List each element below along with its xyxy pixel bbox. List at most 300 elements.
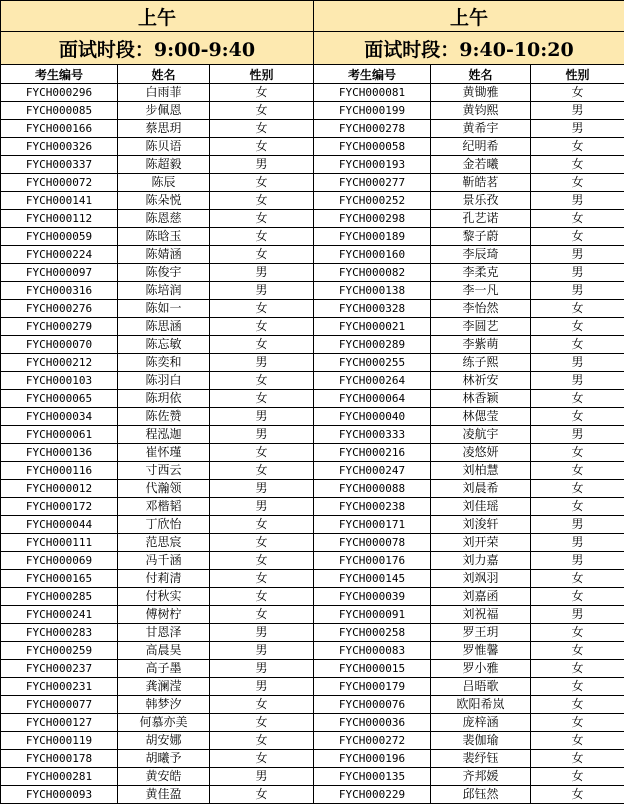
table-row [1, 246, 314, 264]
name-cell: 黄锄雅 [431, 84, 531, 102]
name-cell: 陈贝语 [118, 138, 210, 156]
name-cell: 陈培润 [118, 282, 210, 300]
candidate-id-cell: FYCH000097 [1, 264, 118, 282]
table-row [1, 750, 314, 768]
candidate-id-cell: FYCH000238 [314, 498, 431, 516]
candidate-id-cell: FYCH000136 [1, 444, 118, 462]
gender-cell: 女 [531, 462, 624, 480]
gender-cell: 女 [531, 138, 624, 156]
time-slot-title [314, 32, 624, 65]
name-cell: 刘开荣 [431, 534, 531, 552]
candidate-id-cell: FYCH000034 [1, 408, 118, 426]
table-row [1, 264, 314, 282]
gender-cell: 女 [210, 120, 314, 138]
candidate-id-cell: FYCH000276 [1, 300, 118, 318]
candidate-id-cell: FYCH000078 [314, 534, 431, 552]
candidate-id-cell: FYCH000179 [314, 678, 431, 696]
name-cell: 刘嘉函 [431, 588, 531, 606]
name-cell: 陈辰 [118, 174, 210, 192]
candidate-id-cell: FYCH000316 [1, 282, 118, 300]
gender-cell: 女 [531, 588, 624, 606]
name-cell: 林祈安 [431, 372, 531, 390]
candidate-id-cell: FYCH000044 [1, 516, 118, 534]
name-cell: 罗惟馨 [431, 642, 531, 660]
name-cell: 付莉清 [118, 570, 210, 588]
name-cell: 傅树柠 [118, 606, 210, 624]
table-row [314, 750, 624, 768]
left-table-body [1, 84, 314, 804]
table-row [314, 156, 624, 174]
name-cell: 林偲莹 [431, 408, 531, 426]
gender-cell: 男 [210, 660, 314, 678]
candidate-id-cell: FYCH000289 [314, 336, 431, 354]
name-cell: 胡安娜 [118, 732, 210, 750]
gender-cell: 女 [210, 210, 314, 228]
candidate-id-cell: FYCH000111 [1, 534, 118, 552]
gender-cell: 女 [531, 336, 624, 354]
candidate-id-cell: FYCH000145 [314, 570, 431, 588]
right-schedule-table [313, 0, 624, 804]
table-row [314, 102, 624, 120]
table-row [1, 300, 314, 318]
name-cell: 罗小雅 [431, 660, 531, 678]
table-row [1, 462, 314, 480]
gender-cell: 女 [531, 174, 624, 192]
name-cell: 刘浚轩 [431, 516, 531, 534]
table-row [314, 516, 624, 534]
candidate-id-cell: FYCH000039 [314, 588, 431, 606]
gender-cell: 男 [531, 372, 624, 390]
table-row [1, 678, 314, 696]
gender-cell: 女 [210, 390, 314, 408]
candidate-id-cell: FYCH000258 [314, 624, 431, 642]
table-row [314, 174, 624, 192]
table-row [1, 606, 314, 624]
table-row [314, 732, 624, 750]
candidate-id-cell: FYCH000298 [314, 210, 431, 228]
table-row [1, 84, 314, 102]
gender-cell: 女 [531, 696, 624, 714]
name-cell: 吕晤歌 [431, 678, 531, 696]
candidate-id-cell: FYCH000091 [314, 606, 431, 624]
table-row [1, 570, 314, 588]
name-cell: 刘力嘉 [431, 552, 531, 570]
gender-cell: 女 [531, 480, 624, 498]
slot-time: 9:00-9:40 [153, 38, 256, 61]
candidate-id-cell: FYCH000259 [1, 642, 118, 660]
name-cell: 刘柏慧 [431, 462, 531, 480]
name-cell: 胡曦予 [118, 750, 210, 768]
table-row [1, 642, 314, 660]
name-cell: 陈如一 [118, 300, 210, 318]
gender-cell: 女 [210, 444, 314, 462]
gender-cell: 男 [531, 102, 624, 120]
candidate-id-cell: FYCH000012 [1, 480, 118, 498]
table-row [314, 408, 624, 426]
name-cell: 李辰琦 [431, 246, 531, 264]
table-row [314, 480, 624, 498]
candidate-id-cell: FYCH000103 [1, 372, 118, 390]
table-row [1, 174, 314, 192]
candidate-id-cell: FYCH000171 [314, 516, 431, 534]
name-cell: 庞梓涵 [431, 714, 531, 732]
header-candidate-id: 考生编号 [314, 65, 431, 84]
period-title: 上午 [314, 1, 624, 32]
candidate-id-cell: FYCH000328 [314, 300, 431, 318]
table-row [314, 534, 624, 552]
gender-cell: 女 [210, 138, 314, 156]
candidate-id-cell: FYCH000064 [314, 390, 431, 408]
name-cell: 李怡然 [431, 300, 531, 318]
table-row [314, 498, 624, 516]
table-row [1, 138, 314, 156]
name-cell: 李紫萌 [431, 336, 531, 354]
name-cell: 黄安皓 [118, 768, 210, 786]
name-cell: 景乐孜 [431, 192, 531, 210]
slot-label: 面试时段： [364, 38, 460, 61]
gender-cell: 女 [210, 192, 314, 210]
candidate-id-cell: FYCH000212 [1, 354, 118, 372]
candidate-id-cell: FYCH000279 [1, 318, 118, 336]
candidate-id-cell: FYCH000199 [314, 102, 431, 120]
table-row [1, 192, 314, 210]
candidate-id-cell: FYCH000058 [314, 138, 431, 156]
table-row [314, 336, 624, 354]
table-row [314, 354, 624, 372]
gender-cell: 女 [531, 498, 624, 516]
gender-cell: 女 [531, 642, 624, 660]
candidate-id-cell: FYCH000193 [314, 156, 431, 174]
name-cell: 陈思涵 [118, 318, 210, 336]
candidate-id-cell: FYCH000296 [1, 84, 118, 102]
candidate-id-cell: FYCH000231 [1, 678, 118, 696]
name-cell: 黎子蔚 [431, 228, 531, 246]
gender-cell: 男 [210, 408, 314, 426]
header-gender: 性别 [210, 65, 314, 84]
table-row [314, 210, 624, 228]
candidate-id-cell: FYCH000077 [1, 696, 118, 714]
name-cell: 韩梦汐 [118, 696, 210, 714]
name-cell: 陈玥依 [118, 390, 210, 408]
candidate-id-cell: FYCH000277 [314, 174, 431, 192]
candidate-id-cell: FYCH000264 [314, 372, 431, 390]
name-cell: 黄佳盈 [118, 786, 210, 804]
gender-cell: 男 [210, 768, 314, 786]
gender-cell: 女 [531, 570, 624, 588]
table-row [1, 660, 314, 678]
name-cell: 陈俊宇 [118, 264, 210, 282]
candidate-id-cell: FYCH000278 [314, 120, 431, 138]
candidate-id-cell: FYCH000281 [1, 768, 118, 786]
gender-cell: 男 [531, 192, 624, 210]
gender-cell: 男 [531, 516, 624, 534]
name-cell: 蔡思玥 [118, 120, 210, 138]
table-row [1, 534, 314, 552]
candidate-id-cell: FYCH000216 [314, 444, 431, 462]
gender-cell: 女 [210, 174, 314, 192]
name-cell: 陈婧涵 [118, 246, 210, 264]
table-row [314, 264, 624, 282]
gender-cell: 男 [531, 246, 624, 264]
gender-cell: 女 [210, 246, 314, 264]
table-row [314, 588, 624, 606]
gender-cell: 女 [531, 732, 624, 750]
name-cell: 孔艺诺 [431, 210, 531, 228]
candidate-id-cell: FYCH000166 [1, 120, 118, 138]
gender-cell: 男 [210, 624, 314, 642]
name-cell: 陈奕和 [118, 354, 210, 372]
gender-cell: 女 [531, 714, 624, 732]
name-cell: 李柔克 [431, 264, 531, 282]
candidate-id-cell: FYCH000196 [314, 750, 431, 768]
header-name: 姓名 [431, 65, 531, 84]
table-row [314, 444, 624, 462]
gender-cell: 女 [210, 318, 314, 336]
name-cell: 邓楷韬 [118, 498, 210, 516]
table-row [314, 624, 624, 642]
gender-cell: 女 [531, 210, 624, 228]
candidate-id-cell: FYCH000189 [314, 228, 431, 246]
gender-cell: 女 [531, 444, 624, 462]
table-row [1, 354, 314, 372]
header-candidate-id: 考生编号 [1, 65, 118, 84]
table-row [1, 372, 314, 390]
name-cell: 代瀚领 [118, 480, 210, 498]
table-row [1, 156, 314, 174]
candidate-id-cell: FYCH000070 [1, 336, 118, 354]
gender-cell: 男 [210, 426, 314, 444]
gender-cell: 女 [531, 768, 624, 786]
gender-cell: 女 [210, 534, 314, 552]
candidate-id-cell: FYCH000116 [1, 462, 118, 480]
name-cell: 裴伽瑜 [431, 732, 531, 750]
gender-cell: 女 [210, 696, 314, 714]
table-row [314, 642, 624, 660]
gender-cell: 男 [210, 354, 314, 372]
gender-cell: 女 [210, 570, 314, 588]
table-row [314, 768, 624, 786]
table-row [1, 516, 314, 534]
table-row [314, 390, 624, 408]
name-cell: 冯千涵 [118, 552, 210, 570]
name-cell: 高晨昊 [118, 642, 210, 660]
candidate-id-cell: FYCH000061 [1, 426, 118, 444]
gender-cell: 男 [531, 282, 624, 300]
table-row [1, 588, 314, 606]
name-cell: 李一凡 [431, 282, 531, 300]
gender-cell: 女 [531, 300, 624, 318]
table-row [314, 426, 624, 444]
gender-cell: 女 [210, 588, 314, 606]
gender-cell: 女 [210, 714, 314, 732]
name-cell: 丁欣怡 [118, 516, 210, 534]
candidate-id-cell: FYCH000015 [314, 660, 431, 678]
name-cell: 陈晗玉 [118, 228, 210, 246]
table-row [314, 678, 624, 696]
name-cell: 高子墨 [118, 660, 210, 678]
gender-cell: 男 [531, 354, 624, 372]
table-row [1, 732, 314, 750]
table-row [1, 444, 314, 462]
gender-cell: 男 [210, 642, 314, 660]
name-cell: 罗王玥 [431, 624, 531, 642]
table-row [314, 570, 624, 588]
name-cell: 李圆艺 [431, 318, 531, 336]
gender-cell: 女 [531, 84, 624, 102]
table-row [314, 660, 624, 678]
name-cell: 陈忘敏 [118, 336, 210, 354]
name-cell: 黄钧熙 [431, 102, 531, 120]
gender-cell: 女 [531, 624, 624, 642]
gender-cell: 女 [531, 318, 624, 336]
candidate-id-cell: FYCH000229 [314, 786, 431, 804]
gender-cell: 女 [210, 606, 314, 624]
gender-cell: 男 [210, 156, 314, 174]
gender-cell: 女 [210, 750, 314, 768]
gender-cell: 男 [210, 678, 314, 696]
gender-cell: 女 [210, 516, 314, 534]
candidate-id-cell: FYCH000135 [314, 768, 431, 786]
name-cell: 凌航宇 [431, 426, 531, 444]
candidate-id-cell: FYCH000241 [1, 606, 118, 624]
name-cell: 林香颖 [431, 390, 531, 408]
table-row [1, 768, 314, 786]
table-row [314, 300, 624, 318]
header-name: 姓名 [118, 65, 210, 84]
candidate-id-cell: FYCH000337 [1, 156, 118, 174]
table-row [1, 426, 314, 444]
table-row [314, 462, 624, 480]
candidate-id-cell: FYCH000285 [1, 588, 118, 606]
name-cell: 甘恩泽 [118, 624, 210, 642]
right-table-body [314, 84, 624, 804]
candidate-id-cell: FYCH000059 [1, 228, 118, 246]
candidate-id-cell: FYCH000119 [1, 732, 118, 750]
table-row [314, 246, 624, 264]
candidate-id-cell: FYCH000127 [1, 714, 118, 732]
gender-cell: 男 [210, 498, 314, 516]
gender-cell: 女 [210, 372, 314, 390]
candidate-id-cell: FYCH000255 [314, 354, 431, 372]
table-row [314, 696, 624, 714]
candidate-id-cell: FYCH000138 [314, 282, 431, 300]
time-slot-title [1, 32, 314, 65]
table-row [314, 552, 624, 570]
name-cell: 靳皓茗 [431, 174, 531, 192]
name-cell: 黄希宇 [431, 120, 531, 138]
candidate-id-cell: FYCH000237 [1, 660, 118, 678]
candidate-id-cell: FYCH000172 [1, 498, 118, 516]
gender-cell: 男 [531, 606, 624, 624]
table-row [1, 480, 314, 498]
gender-cell: 女 [531, 390, 624, 408]
gender-cell: 男 [210, 264, 314, 282]
name-cell: 龚澜滢 [118, 678, 210, 696]
table-row [1, 786, 314, 804]
candidate-id-cell: FYCH000141 [1, 192, 118, 210]
name-cell: 陈恩慈 [118, 210, 210, 228]
name-cell: 刘佳瑶 [431, 498, 531, 516]
gender-cell: 男 [210, 282, 314, 300]
gender-cell: 女 [210, 102, 314, 120]
candidate-id-cell: FYCH000021 [314, 318, 431, 336]
gender-cell: 女 [210, 462, 314, 480]
table-row [314, 606, 624, 624]
slot-label: 面试时段： [58, 38, 154, 61]
table-row [314, 786, 624, 804]
candidate-id-cell: FYCH000081 [314, 84, 431, 102]
table-row [314, 282, 624, 300]
table-row [314, 192, 624, 210]
header-gender: 性别 [531, 65, 624, 84]
name-cell: 邱钰然 [431, 786, 531, 804]
candidate-id-cell: FYCH000224 [1, 246, 118, 264]
gender-cell: 女 [531, 750, 624, 768]
candidate-id-cell: FYCH000178 [1, 750, 118, 768]
gender-cell: 女 [210, 552, 314, 570]
name-cell: 付秋实 [118, 588, 210, 606]
table-row [314, 138, 624, 156]
table-row [1, 408, 314, 426]
table-row [1, 318, 314, 336]
table-row [314, 372, 624, 390]
gender-cell: 女 [210, 300, 314, 318]
table-row [314, 84, 624, 102]
table-row [314, 714, 624, 732]
gender-cell: 女 [210, 336, 314, 354]
gender-cell: 女 [531, 156, 624, 174]
candidate-id-cell: FYCH000247 [314, 462, 431, 480]
candidate-id-cell: FYCH000088 [314, 480, 431, 498]
gender-cell: 女 [531, 678, 624, 696]
candidate-id-cell: FYCH000176 [314, 552, 431, 570]
candidate-id-cell: FYCH000083 [314, 642, 431, 660]
table-row [1, 336, 314, 354]
table-row [314, 120, 624, 138]
gender-cell: 女 [210, 84, 314, 102]
gender-cell: 女 [531, 228, 624, 246]
candidate-id-cell: FYCH000333 [314, 426, 431, 444]
table-row [1, 120, 314, 138]
candidate-id-cell: FYCH000069 [1, 552, 118, 570]
candidate-id-cell: FYCH000072 [1, 174, 118, 192]
name-cell: 步佩恩 [118, 102, 210, 120]
name-cell: 陈朵悦 [118, 192, 210, 210]
gender-cell: 女 [531, 660, 624, 678]
candidate-id-cell: FYCH000082 [314, 264, 431, 282]
name-cell: 纪明希 [431, 138, 531, 156]
name-cell: 金若曦 [431, 156, 531, 174]
table-row [1, 714, 314, 732]
table-row [1, 624, 314, 642]
name-cell: 陈超毅 [118, 156, 210, 174]
name-cell: 欧阳希岚 [431, 696, 531, 714]
candidate-id-cell: FYCH000272 [314, 732, 431, 750]
candidate-id-cell: FYCH000283 [1, 624, 118, 642]
table-row [1, 102, 314, 120]
candidate-id-cell: FYCH000040 [314, 408, 431, 426]
name-cell: 何慕亦美 [118, 714, 210, 732]
name-cell: 崔怀瑾 [118, 444, 210, 462]
table-row [1, 696, 314, 714]
candidate-id-cell: FYCH000165 [1, 570, 118, 588]
gender-cell: 女 [210, 732, 314, 750]
table-row [1, 390, 314, 408]
slot-time: 9:40-10:20 [459, 38, 574, 61]
candidate-id-cell: FYCH000093 [1, 786, 118, 804]
candidate-id-cell: FYCH000160 [314, 246, 431, 264]
gender-cell: 女 [531, 408, 624, 426]
